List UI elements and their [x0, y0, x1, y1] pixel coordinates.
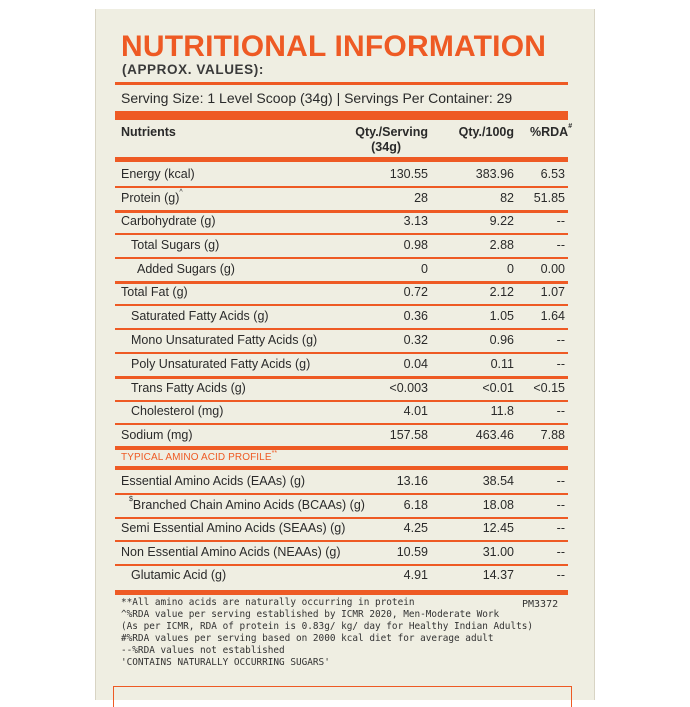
row-divider — [115, 540, 568, 542]
sodium-bottom-bar — [115, 446, 568, 450]
title-divider — [115, 82, 568, 85]
nutrient-serving: 0.04 — [403, 357, 428, 371]
row-divider — [115, 210, 568, 213]
nutrient-name — [131, 357, 310, 371]
nutrient-rda: 0.00 — [540, 262, 565, 276]
row-divider — [115, 233, 568, 235]
header-rda — [530, 125, 572, 139]
nutrient-name-text: Cholesterol (mg) — [131, 404, 224, 418]
amino-per100: 38.54 — [482, 474, 514, 488]
amino-per100: 12.45 — [482, 521, 514, 535]
nutrient-per100: 82 — [500, 191, 514, 205]
row-divider — [115, 376, 568, 379]
amino-name — [121, 521, 345, 535]
nutrient-name-text: Protein (g) — [121, 191, 180, 205]
nutrient-name — [121, 285, 188, 299]
amino-serving: 4.91 — [403, 568, 428, 582]
amino-rda: -- — [556, 521, 565, 535]
nutrient-name — [121, 191, 183, 205]
nutrient-rda: 51.85 — [533, 191, 565, 205]
nutrient-rda: <0.15 — [533, 381, 565, 395]
amino-top-bar — [115, 466, 568, 470]
nutrient-name — [131, 381, 246, 395]
nutrient-rda: -- — [556, 238, 565, 252]
amino-serving: 13.16 — [396, 474, 428, 488]
row-divider — [115, 186, 568, 188]
serving-info: Serving Size: 1 Level Scoop (34g) | Servings Per Container: 29 — [121, 90, 513, 106]
nutrient-serving: 4.01 — [403, 404, 428, 418]
row-divider — [115, 304, 568, 306]
footnote-line: --%RDA values not established — [121, 645, 285, 656]
nutrient-rda: 1.64 — [540, 309, 565, 323]
nutrient-name — [131, 238, 219, 252]
header-bottom-bar — [115, 157, 568, 162]
nutrient-serving: 130.55 — [389, 167, 428, 181]
header-rda-mark: # — [568, 123, 573, 130]
amino-name — [121, 545, 341, 559]
amino-rda: -- — [556, 498, 565, 512]
footnote-line: 'CONTAINS NATURALLY OCCURRING SUGARS' — [121, 657, 330, 668]
nutrient-mark: ^ — [179, 189, 183, 196]
nutrient-per100: 0.96 — [489, 333, 514, 347]
nutrient-serving: 28 — [414, 191, 428, 205]
table-bottom-bar — [115, 590, 568, 595]
nutrient-rda: 1.07 — [540, 285, 565, 299]
header-per-serving: Qty./Serving — [355, 125, 428, 139]
nutrient-per100: 11.8 — [490, 404, 514, 418]
subtitle: (APPROX. VALUES): — [122, 62, 264, 77]
amino-per100: 18.08 — [482, 498, 514, 512]
nutrient-per100: 383.96 — [475, 167, 514, 181]
nutrient-serving: <0.003 — [389, 381, 428, 395]
amino-name-text: Glutamic Acid (g) — [131, 568, 227, 582]
amino-title-text: TYPICAL AMINO ACID PROFILE — [121, 452, 272, 463]
nutrient-rda: 7.88 — [540, 428, 565, 442]
header-nutrients: Nutrients — [121, 125, 176, 139]
nutrient-name-text: Mono Unsaturated Fatty Acids (g) — [131, 333, 318, 347]
nutrient-name — [131, 333, 317, 347]
nutrient-rda: -- — [556, 333, 565, 347]
header-per-serving-unit: (34g) — [371, 140, 401, 154]
amino-serving: 6.18 — [403, 498, 428, 512]
nutrient-name — [121, 428, 193, 442]
nutrient-rda: -- — [556, 404, 565, 418]
amino-rda: -- — [556, 568, 565, 582]
next-section-border — [113, 686, 572, 707]
footnote-line: **All amino acids are naturally occurring in protein — [121, 597, 415, 608]
nutrient-name-text: Total Sugars (g) — [131, 238, 220, 252]
amino-name-text: Essential Amino Acids (EAAs) (g) — [121, 474, 306, 488]
row-divider — [115, 328, 568, 330]
nutrient-name — [121, 167, 195, 181]
nutrient-name-text: Carbohydrate (g) — [121, 214, 216, 228]
footnote-line: #%RDA values per serving based on 2000 kcal diet for average adult — [121, 633, 494, 644]
nutrient-serving: 0.32 — [403, 333, 428, 347]
amino-per100: 31.00 — [482, 545, 514, 559]
row-divider — [115, 281, 568, 284]
product-code: PM3372 — [522, 599, 559, 610]
nutrient-per100: <0.01 — [482, 381, 514, 395]
nutrient-serving: 0.98 — [403, 238, 428, 252]
amino-rda: -- — [556, 474, 565, 488]
nutrient-name-text: Added Sugars (g) — [137, 262, 235, 276]
page-title: NUTRITIONAL INFORMATION — [121, 30, 547, 63]
header-thick-bar — [115, 111, 568, 120]
nutrient-serving: 157.58 — [389, 428, 428, 442]
amino-name-text: Semi Essential Amino Acids (SEAAs) (g) — [121, 521, 346, 535]
amino-name — [121, 474, 305, 488]
row-divider — [115, 400, 568, 402]
nutrient-name-text: Total Fat (g) — [121, 285, 188, 299]
row-divider — [115, 423, 568, 425]
amino-title-mark: ** — [271, 450, 278, 457]
amino-name-text: Branched Chain Amino Acids (BCAAs) (g) — [132, 498, 365, 512]
nutrient-name-text: Saturated Fatty Acids (g) — [131, 309, 269, 323]
nutrient-name-text: Energy (kcal) — [121, 167, 195, 181]
nutrient-serving: 0 — [421, 262, 428, 276]
nutrient-name — [137, 262, 235, 276]
amino-rda: -- — [556, 545, 565, 559]
nutrient-serving: 0.72 — [403, 285, 428, 299]
nutrient-per100: 9.22 — [489, 214, 514, 228]
row-divider — [115, 352, 568, 354]
nutrient-serving: 0.36 — [403, 309, 428, 323]
footnote-line: (As per ICMR, RDA of protein is 0.83g/ kg/ day for Healthy Indian Adults) — [121, 621, 534, 632]
row-divider — [115, 257, 568, 259]
amino-section-title — [121, 452, 277, 463]
nutrient-name — [121, 214, 216, 228]
nutrient-per100: 0 — [507, 262, 514, 276]
row-divider — [115, 517, 568, 519]
nutrient-per100: 2.88 — [489, 238, 514, 252]
row-divider — [115, 493, 568, 495]
amino-serving: 4.25 — [403, 521, 428, 535]
nutrient-per100: 2.12 — [489, 285, 514, 299]
amino-name-text: Non Essential Amino Acids (NEAAs) (g) — [121, 545, 341, 559]
footnote-line: ^%RDA value per serving established by ICMR 2020, Men-Moderate Work — [121, 609, 500, 620]
amino-per100: 14.37 — [482, 568, 514, 582]
amino-serving: 10.59 — [396, 545, 428, 559]
nutrient-rda: -- — [556, 214, 565, 228]
nutrient-per100: 0.11 — [490, 357, 514, 371]
nutrient-per100: 1.05 — [489, 309, 514, 323]
nutrient-serving: 3.13 — [403, 214, 428, 228]
header-per-100g: Qty./100g — [458, 125, 514, 139]
nutrient-name-text: Poly Unsaturated Fatty Acids (g) — [131, 357, 311, 371]
row-divider — [115, 564, 568, 566]
nutrient-name-text: Trans Fatty Acids (g) — [131, 381, 246, 395]
nutrient-per100: 463.46 — [475, 428, 514, 442]
amino-name — [131, 568, 226, 582]
amino-prefix: $ — [129, 496, 133, 503]
nutrient-rda: -- — [556, 357, 565, 371]
header-rda-label: %RDA — [530, 125, 569, 139]
nutrient-rda: 6.53 — [540, 167, 565, 181]
nutrient-name — [131, 309, 269, 323]
amino-name — [129, 498, 365, 512]
nutrient-name — [131, 404, 223, 418]
nutrient-name-text: Sodium (mg) — [121, 428, 193, 442]
